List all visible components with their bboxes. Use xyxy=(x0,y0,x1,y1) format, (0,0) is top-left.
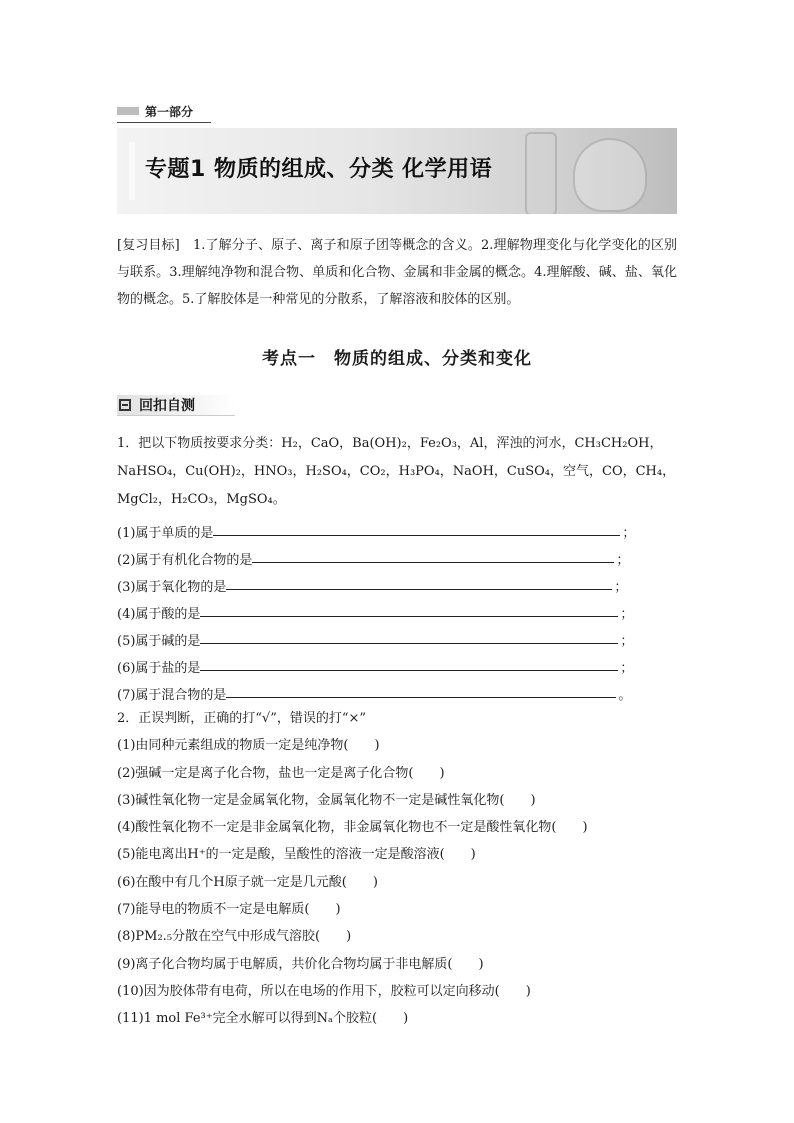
judgment-item: (9)离子化合物均属于电解质，共价化合物均属于非电解质( ) xyxy=(117,956,484,972)
self-test-label: 回扣自测 xyxy=(139,398,195,414)
judgment-item: (6)在酸中有几个H原子就一定是几元酸( ) xyxy=(117,874,378,890)
judgment-item: (4)酸性氧化物不一定是非金属氧化物，非金属氧化物也不一定是酸性氧化物( ) xyxy=(117,820,588,836)
judgment-item: (10)因为胶体带有电荷，所以在电场的作用下，胶粒可以定向移动( ) xyxy=(117,983,531,999)
fill-blank-label: (6)属于盐的是 xyxy=(117,661,201,676)
answer-blank[interactable] xyxy=(200,652,618,671)
fill-blank-end: ； xyxy=(620,634,634,649)
fill-blank-end: ； xyxy=(614,580,628,595)
section-title: 考点一 物质的组成、分类和变化 xyxy=(262,349,532,369)
question-1-items xyxy=(117,514,677,703)
fill-blank-row xyxy=(117,514,677,541)
banner-stripe xyxy=(129,142,135,200)
answer-blank[interactable] xyxy=(213,517,620,536)
fill-blank-label: (7)属于混合物的是 xyxy=(117,688,227,703)
fill-blank-end: 。 xyxy=(618,688,632,703)
question-2-stem: 2．正误判断，正确的打“√”，错误的打“×” xyxy=(117,711,367,726)
review-goals: [复习目标] 1.了解分子、原子、离子和原子团等概念的含义。2.理解物理变化与化学变化的区别与联系。3.理解纯净物和混合物、单质和化合物、金属和非金属的概念。4.理解酸、碱、盐、氧化物的概念。5.了解胶体是一种常见的分散系，了解溶液和胶体的区别。 xyxy=(117,238,677,307)
question-2-items xyxy=(117,732,677,1032)
fill-blank-label: (2)属于有机化合物的是 xyxy=(117,553,253,568)
answer-blank[interactable] xyxy=(200,625,618,644)
fill-blank-label: (1)属于单质的是 xyxy=(117,526,214,541)
fill-blank-row xyxy=(117,595,677,622)
answer-blank[interactable] xyxy=(226,571,612,590)
chapter-banner xyxy=(117,128,677,214)
question-2 xyxy=(117,705,677,1033)
part-label-text: 第一部分 xyxy=(145,104,194,119)
fill-blank-row xyxy=(117,676,677,703)
answer-blank[interactable] xyxy=(200,598,618,617)
fill-blank-end: ； xyxy=(620,607,634,622)
part-label-bar xyxy=(117,107,139,115)
question-1-substances: H₂，CaO，Ba(OH)₂，Fe₂O₃，Al，浑浊的河水，CH₃CH₂OH，NaHSO₄，Cu(OH)₂，HNO₃，H₂SO₄，CO₂，H₃PO₄，NaOH，CuSO₄，空气，CO，CH₄，MgCl₂，H₂CO₃，MgSO₄。 xyxy=(117,436,676,507)
fill-blank-end: ； xyxy=(620,661,634,676)
questions xyxy=(117,430,677,1033)
judgment-item: (7)能导电的物质不一定是电解质( ) xyxy=(117,902,341,918)
question-1-stem xyxy=(117,430,677,514)
fill-blank-label: (3)属于氧化物的是 xyxy=(117,580,227,595)
part-label xyxy=(117,100,211,123)
judgment-item: (8)PM₂.₅分散在空气中形成气溶胶( ) xyxy=(117,929,352,945)
judgment-item: (5)能电离出H⁺的一定是酸，呈酸性的溶液一定是酸溶液( ) xyxy=(117,847,476,863)
fill-blank-row xyxy=(117,622,677,649)
judgment-item: (11)1 mol Fe³⁺完全水解可以得到Nₐ个胶粒( ) xyxy=(117,1011,409,1027)
answer-blank[interactable] xyxy=(252,544,614,563)
list-icon xyxy=(119,399,131,411)
chapter-title: 专题1 物质的组成、分类 化学用语 xyxy=(145,157,493,182)
fill-blank-label: (5)属于碱的是 xyxy=(117,634,201,649)
fill-blank-end: ； xyxy=(622,526,636,541)
answer-blank[interactable] xyxy=(226,679,616,698)
self-test-header xyxy=(117,395,235,416)
judgment-item: (3)碱性氧化物一定是金属氧化物，金属氧化物不一定是碱性氧化物( ) xyxy=(117,792,536,808)
fill-blank-row xyxy=(117,649,677,676)
flask-icon xyxy=(573,138,647,212)
fill-blank-label: (4)属于酸的是 xyxy=(117,607,201,622)
fill-blank-end: ； xyxy=(616,553,630,568)
judgment-item: (1)由同种元素组成的物质一定是纯净物( ) xyxy=(117,738,380,754)
fill-blank-row xyxy=(117,568,677,595)
fill-blank-row xyxy=(117,541,677,568)
question-1-prefix: 1．把以下物质按要求分类： xyxy=(117,436,282,451)
test-tube-icon xyxy=(525,132,557,214)
judgment-item: (2)强碱一定是离子化合物，盐也一定是离子化合物( ) xyxy=(117,765,445,781)
